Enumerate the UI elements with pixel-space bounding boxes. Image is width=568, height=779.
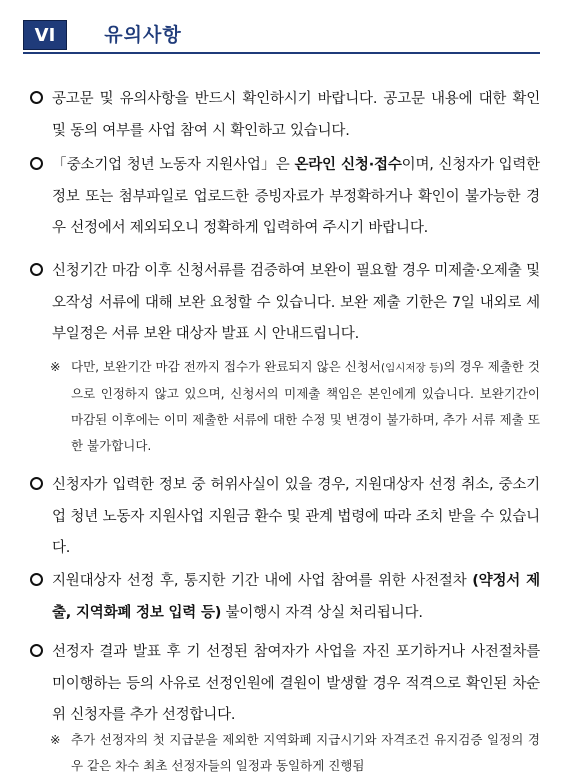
note-reference-mark: ※ bbox=[50, 359, 61, 374]
section-title bbox=[83, 20, 203, 51]
note-text-part: 의 경우 제출한 것으로 인정하지 않고 있으며, 신청서의 미제출 책임은 본인에게 있습니다. 보완기간이 마감된 이후에는 이미 제출한 서류에 대한 수정 및 변경이 불가하며, 추가 서류 제출 또한 불가합니다. bbox=[71, 359, 541, 453]
notice-item-text bbox=[52, 566, 540, 629]
notice-item-2 bbox=[30, 150, 540, 245]
notice-item-3 bbox=[30, 256, 540, 351]
note-text bbox=[71, 354, 540, 459]
notice-text-bold: 온라인 신청·접수 bbox=[294, 157, 402, 173]
bullet-circle-icon bbox=[30, 573, 43, 586]
notice-item-6 bbox=[30, 637, 540, 732]
note-text: 추가 선정자의 첫 지급분을 제외한 지역화폐 지급시기와 자격조건 유지검증 일정의 경우 같은 차수 최초 선정자들의 일정과 동일하게 진행됨 bbox=[71, 732, 540, 773]
note-reference-mark: ※ bbox=[50, 732, 61, 747]
note-text-part: 다만, 보완기간 마감 전까지 접수가 완료되지 않은 신청서 bbox=[71, 359, 382, 374]
notice-item-text: 신청자가 입력한 정보 중 허위사실이 있을 경우, 지원대상자 선정 취소, 중소기업 청년 노동자 지원사업 지원금 환수 및 관계 법령에 따라 조치 받을 수 있습니다. bbox=[52, 477, 540, 556]
notice-text-part: 지원대상자 선정 후, 통지한 기간 내에 사업 참여를 위한 사전절차 bbox=[52, 573, 473, 589]
notice-item-text: 신청기간 마감 이후 신청서류를 검증하여 보완이 필요할 경우 미제출·오제출 및 오작성 서류에 대해 보완 요청할 수 있습니다. 보완 제출 기한은 7일 내외로 세부일정은 서류 보완 대상자 발표 시 안내드립니다. bbox=[52, 263, 540, 342]
bullet-circle-icon bbox=[30, 91, 43, 104]
note-text-small: (임시저장 등) bbox=[381, 362, 444, 374]
notice-item-text bbox=[52, 150, 540, 245]
notice-text-part: 불이행시 자격 상실 처리됩니다. bbox=[221, 604, 423, 621]
notice-item-5 bbox=[30, 566, 540, 629]
notice-item-6-note bbox=[50, 727, 540, 779]
bullet-circle-icon bbox=[30, 477, 43, 490]
notice-item-1 bbox=[30, 84, 540, 147]
notice-text-bold: (약정서 제출, 지역화폐 정보 입력 등) bbox=[52, 573, 540, 621]
notice-item-text: 선정자 결과 발표 후 기 선정된 참여자가 사업을 자진 포기하거나 사전절차를 미이행하는 등의 사유로 선정인원에 결원이 발생할 경우 적격으로 확인된 차순위 신청자를 추가 선정합니다. bbox=[52, 644, 540, 723]
section-number-badge: VI bbox=[23, 20, 67, 50]
bullet-circle-icon bbox=[30, 263, 43, 276]
notice-text-part: 「중소기업 청년 노동자 지원사업」은 bbox=[52, 157, 295, 173]
bullet-circle-icon bbox=[30, 644, 43, 657]
section-title-text: 유의사항 bbox=[104, 24, 182, 46]
section-header bbox=[23, 20, 540, 54]
bullet-circle-icon bbox=[30, 157, 43, 170]
notice-item-4 bbox=[30, 470, 540, 565]
notice-item-text: 공고문 및 유의사항을 반드시 확인하시기 바랍니다. 공고문 내용에 대한 확인 및 동의 여부를 사업 참여 시 확인하고 있습니다. bbox=[52, 91, 540, 139]
notice-item-3-note bbox=[50, 354, 540, 459]
notice-text-part: 이며, 신청자가 입력한 정보 또는 첨부파일로 업로드한 증빙자료가 부정확하거나 확인이 불가능한 경우 선정에서 제외되오니 정확하게 입력하여 주시기 바랍니다. bbox=[52, 157, 540, 236]
